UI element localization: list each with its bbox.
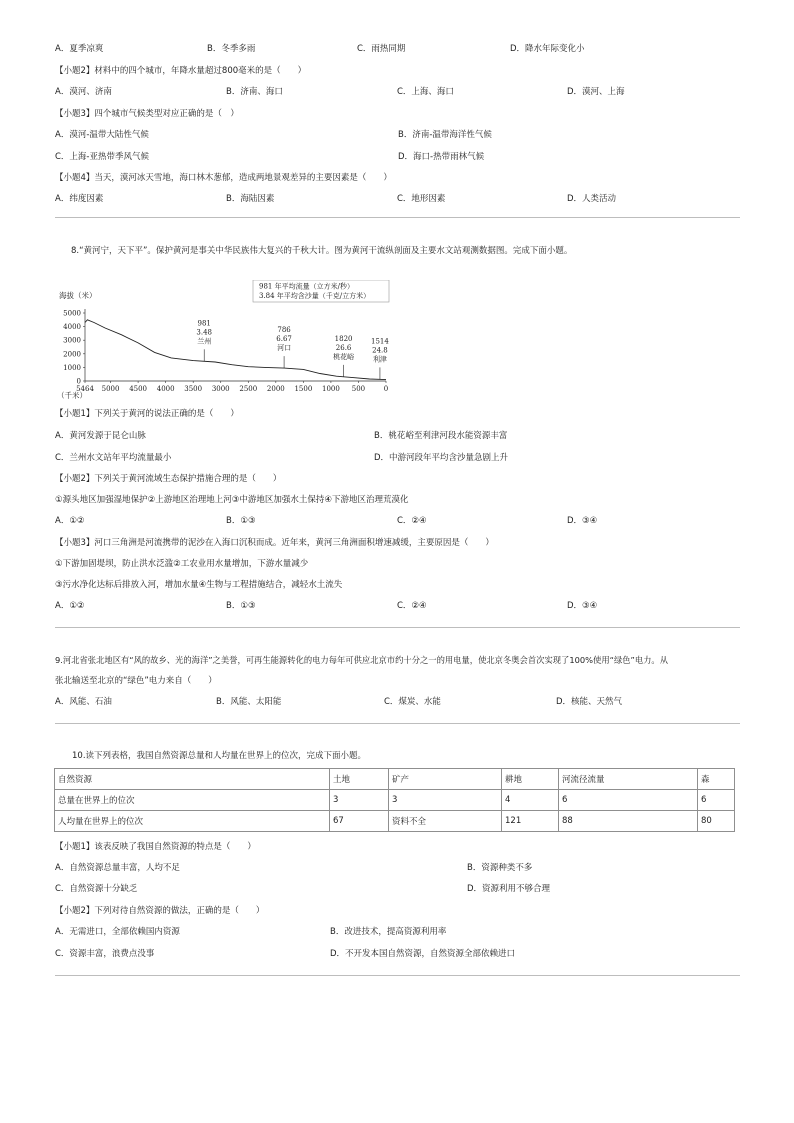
q10-sub1-option-a: A．自然资源总量丰富，人均不足 [55, 863, 180, 873]
q10-sub1-option-b: B．资源种类不多 [467, 863, 533, 873]
q7-sub3-stem: 【小题3】四个城市气候类型对应正确的是（ ） [55, 109, 239, 119]
divider [55, 975, 740, 976]
q7-option-b: B．冬季多雨 [207, 44, 256, 54]
x-tick-label: 5464 [76, 385, 94, 393]
station-flow-label: 1820 [334, 334, 353, 343]
yellow-river-profile-chart [55, 280, 390, 400]
y-tick-label: 0 [76, 377, 81, 386]
q10-sub1-stem: 【小题1】该表反映了我国自然资源的特点是（ ） [55, 842, 256, 852]
q9-option-a: A．风能、石油 [55, 697, 112, 707]
station-name-label: 兰州 [197, 337, 212, 346]
y-axis-label: 海拔（米） [59, 291, 97, 300]
q10-sub1-option-c: C．自然资源十分缺乏 [55, 884, 138, 894]
q9-option-b: B．风能、太阳能 [216, 697, 282, 707]
table-cell: 人均量在世界上的位次 [55, 811, 330, 832]
table-cell: 4 [502, 790, 559, 811]
q8-sub1-option-c: C．兰州水文站年平均流量最小 [55, 453, 172, 463]
q8-sub3-option-d: D．③④ [567, 601, 598, 611]
table-cell: 河流径流量 [559, 769, 698, 790]
table-cell: 自然资源 [55, 769, 330, 790]
y-tick-label: 2000 [63, 350, 81, 359]
divider [55, 627, 740, 628]
x-tick-label: 3500 [184, 385, 203, 393]
station-sediment-label: 6.67 [276, 335, 292, 344]
q7-option-d: D．降水年际变化小 [510, 44, 585, 54]
q8-sub2-statements: ①源头地区加强湿地保护②上游地区治理地上河③中游地区加强水土保持④下游地区治理荒漠化 [55, 495, 409, 505]
q8-sub1-option-d: D．中游河段年平均含沙量急剧上升 [374, 453, 509, 463]
x-tick-label: 2000 [266, 385, 285, 393]
q9-option-d: D．核能、天然气 [556, 697, 623, 707]
station-sediment-label: 24.8 [372, 346, 388, 355]
q10-sub2-option-c: C．资源丰富，浪费点没事 [55, 949, 155, 959]
q7-sub2-option-b: B．济南、海口 [226, 87, 283, 97]
chart-marks [85, 319, 389, 379]
resource-ranking-table [54, 768, 735, 832]
station-flow-label: 1514 [371, 337, 389, 346]
table-cell: 6 [698, 790, 735, 811]
q7-sub2-option-c: C．上海、海口 [397, 87, 454, 97]
q8-sub2-option-c: C．②④ [397, 516, 427, 526]
q7-sub4-option-a: A．纬度因素 [55, 194, 104, 204]
table-cell: 3 [389, 790, 502, 811]
table-cell: 总量在世界上的位次 [55, 790, 330, 811]
q10-sub1-option-d: D．资源利用不够合理 [467, 884, 551, 894]
table-cell: 耕地 [502, 769, 559, 790]
q10-sub2-option-d: D．不开发本国自然资源，自然资源全部依赖进口 [330, 949, 516, 959]
station-flow-label: 786 [277, 326, 291, 335]
q8-sub3-option-a: A．①② [55, 601, 85, 611]
table-cell: 矿产 [389, 769, 502, 790]
q7-sub4-option-b: B．海陆因素 [226, 194, 275, 204]
q8-sub1-option-b: B．桃花峪至利津河段水能资源丰富 [374, 431, 508, 441]
q8-sub3-option-c: C．②④ [397, 601, 427, 611]
q8-sub3-option-b: B．①③ [226, 601, 256, 611]
q10-sub2-option-a: A．无需进口，全部依赖国内资源 [55, 927, 180, 937]
q8-sub2-option-b: B．①③ [226, 516, 256, 526]
x-tick-label: 1500 [294, 385, 313, 393]
q8-sub3-stem: 【小题3】河口三角洲是河流携带的泥沙在入海口沉积而成。近年来，黄河三角洲面积增速减缓，主要原因是（ ） [55, 538, 494, 548]
y-tick-label: 5000 [63, 309, 81, 318]
q7-sub2-option-a: A．漠河、济南 [55, 87, 112, 97]
x-axis-label: （千米） [57, 391, 87, 400]
q7-sub3-option-a: A．漠河-温带大陆性气候 [55, 130, 149, 140]
table-cell: 88 [559, 811, 698, 832]
q8-stem: 8.“黄河宁，天下平”。保护黄河是事关中华民族伟大复兴的千秋大计。图为黄河干流纵剖面及主要水文站观测数据图。完成下面小题。 [71, 246, 573, 256]
chart-legend [253, 280, 389, 302]
table-cell: 土地 [330, 769, 389, 790]
q10-stem: 10.读下列表格，我国自然资源总量和人均量在世界上的位次，完成下面小题。 [72, 751, 367, 761]
station-name-label: 河口 [277, 344, 292, 353]
table-cell: 3 [330, 790, 389, 811]
station-sediment-label: 3.48 [196, 328, 213, 337]
table-cell: 资料不全 [389, 811, 502, 832]
x-tick-label: 0 [383, 385, 389, 393]
table-cell: 6 [559, 790, 698, 811]
station-name-label: 桃花峪 [333, 352, 355, 361]
station-flow-label: 981 [197, 319, 211, 328]
table-cell: 67 [330, 811, 389, 832]
table-row [55, 790, 735, 811]
y-tick-label: 4000 [63, 323, 81, 332]
x-tick-label: 1000 [321, 385, 340, 393]
q7-option-c: C．雨热同期 [357, 44, 406, 54]
x-tick-label: 4000 [156, 385, 175, 393]
q8-sub3-statements-2: ③污水净化达标后排放入河，增加水量④生物与工程措施结合，减轻水土流失 [55, 580, 343, 590]
q7-sub4-option-d: D．人类活动 [567, 194, 617, 204]
q8-sub2-stem: 【小题2】下列关于黄河流域生态保护措施合理的是（ ） [55, 474, 282, 484]
x-tick-label: 3000 [211, 385, 230, 393]
table-cell: 森 [698, 769, 735, 790]
table-cell: 121 [502, 811, 559, 832]
q7-sub2-option-d: D．漠河、上海 [567, 87, 625, 97]
q7-sub3-option-b: B．济南-温带海洋性气候 [398, 130, 492, 140]
q8-sub2-option-a: A．①② [55, 516, 85, 526]
table-row [55, 811, 735, 832]
y-tick-label: 3000 [63, 336, 81, 345]
q7-sub3-option-d: D．海口-热带雨林气候 [398, 152, 485, 162]
q10-sub2-stem: 【小题2】下列对待自然资源的做法，正确的是（ ） [55, 906, 265, 916]
q9-stem-line-1: 9.河北省张北地区有“风的故乡、光的海洋”之美誉，可再生能源转化的电力每年可供应北京市约十分之一的用电量，使北京冬奥会首次实现了100%使用“绿色”电力。从 [55, 655, 669, 665]
station-sediment-label: 26.6 [335, 343, 352, 352]
q7-sub4-stem: 【小题4】当天，漠河冰天雪地，海口林木葱郁，造成两地景观差异的主要因素是（ ） [55, 173, 392, 183]
q8-sub1-stem: 【小题1】下列关于黄河的说法正确的是（ ） [55, 409, 239, 419]
legend-flow-label: 981 年平均流量（立方米/秒） [259, 282, 354, 291]
divider [55, 723, 740, 724]
q7-option-a: A．夏季凉爽 [55, 44, 104, 54]
divider [55, 217, 740, 218]
table-row [55, 769, 735, 790]
y-tick-label: 1000 [63, 363, 81, 372]
q7-sub4-option-c: C．地形因素 [397, 194, 446, 204]
q8-sub1-option-a: A．黄河发源于昆仑山脉 [55, 431, 146, 441]
q8-sub3-statements-1: ①下游加固堤坝，防止洪水泛滥②工农业用水量增加，下游水量减少 [55, 559, 309, 569]
q7-sub3-option-c: C．上海-亚热带季风气候 [55, 152, 150, 162]
x-tick-label: 500 [351, 385, 366, 393]
x-tick-label: 2500 [239, 385, 258, 393]
legend-sediment-label: 3.84 年平均含沙量（千克/立方米） [259, 292, 371, 300]
table-cell: 80 [698, 811, 735, 832]
station-name-label: 利津 [372, 355, 387, 364]
x-tick-label: 4500 [129, 385, 148, 393]
q10-sub2-option-b: B．改进技术，提高资源利用率 [330, 927, 447, 937]
q9-option-c: C．煤炭、水能 [384, 697, 441, 707]
q9-stem-line-2: 张北输送至北京的“绿色”电力来自（ ） [55, 676, 217, 686]
q7-sub2-stem: 【小题2】材料中的四个城市，年降水量超过800毫米的是（ ） [55, 66, 307, 76]
q8-sub2-option-d: D．③④ [567, 516, 598, 526]
x-tick-label: 5000 [101, 385, 120, 393]
